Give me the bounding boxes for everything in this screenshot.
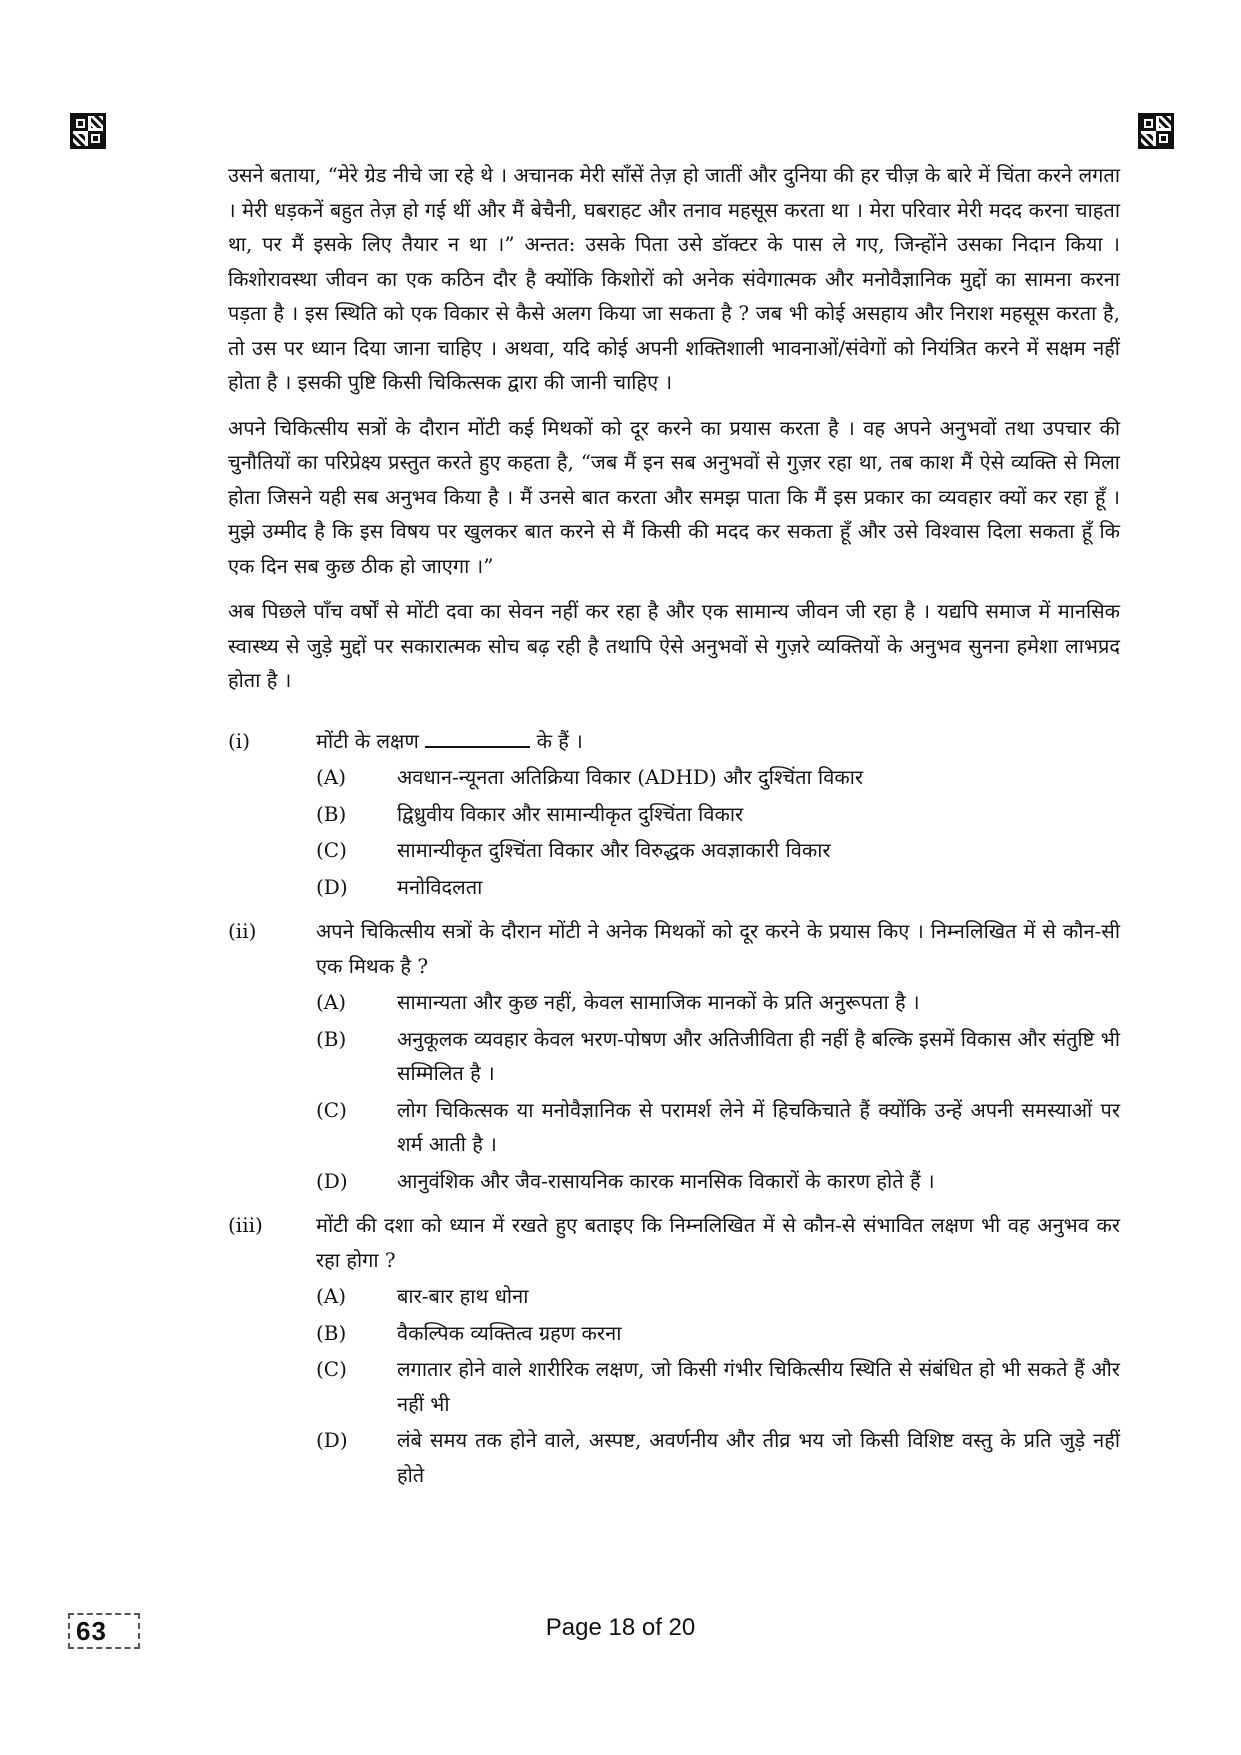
question-number: (iii) <box>228 1213 263 1237</box>
paper-code: 63 <box>68 1613 140 1649</box>
option-text: सामान्यता और कुछ नहीं, केवल सामाजिक मानकों के प्रति अनुरूपता है । <box>397 990 920 1014</box>
option-text: लंबे समय तक होने वाले, अस्पष्ट, अवर्णनीय और तीव्र भय जो किसी विशिष्ट वस्तु के प्रति जुड़े नहीं होते <box>397 1428 1120 1487</box>
option-letter: (C) <box>316 838 347 862</box>
option-text: सामान्यीकृत दुश्चिंता विकार और विरुद्धक अवज्ञाकारी विकार <box>397 838 831 862</box>
option-letter: (A) <box>316 765 347 789</box>
qr-code-icon <box>1138 113 1174 149</box>
passage-paragraph-2: अपने चिकित्सीय सत्रों के दौरान मोंटी कई मिथकों को दूर करने का प्रयास करता है । वह अपने अनुभवों तथा उपचार की चुनौतियों का परिप्रेक्ष्य प्रस्तुत करते हुए कहता है, “जब मैं इन सब अनुभवों से गुज़र रहा था, तब काश मैं ऐसे व्यक्ति से मिला होता जिसने यही सब अनुभव किया है । मैं उनसे बात करता और समझ पाता कि मैं इस प्रकार का व्यवहार क्यों कर रहा हूँ । मुझे उम्मीद है कि इस विषय पर खुलकर बात करने से मैं किसी की मदद कर सकता हूँ और उसे विश्वास दिला सकता हूँ कि एक दिन सब कुछ ठीक हो जाएगा ।” <box>228 415 1120 578</box>
option-b <box>316 1022 1120 1091</box>
option-letter: (D) <box>316 1428 348 1452</box>
page-number: Page 18 of 20 <box>545 1614 696 1641</box>
option-c <box>316 1093 1120 1162</box>
option-text: अनुकूलक व्यवहार केवल भरण-पोषण और अतिजीविता ही नहीं है बल्कि इसमें विकास और संतुष्टि भी सम्मिलित है । <box>397 1026 1120 1085</box>
option-text: वैकल्पिक व्यक्तित्व ग्रहण करना <box>397 1320 622 1345</box>
qr-code-icon <box>70 113 106 149</box>
stem-text-before: मोंटी के लक्षण <box>316 728 419 753</box>
option-text: द्विध्रुवीय विकार और सामान्यीकृत दुश्चिंता विकार <box>397 801 744 826</box>
option-b <box>316 1316 1120 1351</box>
option-c <box>316 833 1120 868</box>
page-content <box>228 158 1120 1502</box>
option-text: लोग चिकित्सक या मनोवैज्ञानिक से परामर्श लेने में हिचकिचाते हैं क्योंकि उन्हें अपनी समस्याओं पर शर्म आती है । <box>397 1097 1120 1156</box>
option-letter: (A) <box>316 1284 347 1308</box>
question-stem <box>316 724 1120 759</box>
option-letter: (C) <box>316 1357 347 1381</box>
option-text: मनोविदलता <box>397 874 483 899</box>
fill-in-blank <box>425 724 530 748</box>
option-letter: (B) <box>316 801 347 826</box>
option-d <box>316 870 1120 905</box>
option-letter: (D) <box>316 1168 348 1193</box>
question-2 <box>228 914 1120 1198</box>
option-letter: (A) <box>316 990 347 1014</box>
passage-paragraph-3: अब पिछले पाँच वर्षों से मोंटी दवा का सेवन नहीं कर रहा है और एक सामान्य जीवन जी रहा है । यद्यपि समाज में मानसिक स्वास्थ्य से जुड़े मुद्दों पर सकारात्मक सोच बढ़ रही है तथापि ऐसे अनुभवों से गुज़रे व्यक्तियों के अनुभव सुनना हमेशा लाभप्रद होता है । <box>228 599 1120 692</box>
option-letter: (B) <box>316 1026 347 1051</box>
stem-text-after: के हैं । <box>536 728 583 753</box>
option-letter: (D) <box>316 874 348 899</box>
questions-list <box>228 724 1120 1493</box>
question-stem: अपने चिकित्सीय सत्रों के दौरान मोंटी ने अनेक मिथकों को दूर करने के प्रयास किए । निम्नलिखित में से कौन-सी एक मिथक है ? <box>316 919 1120 978</box>
question-number: (i) <box>228 728 251 753</box>
option-b <box>316 797 1120 832</box>
option-a <box>316 1279 1120 1314</box>
question-3 <box>228 1208 1120 1492</box>
passage-paragraph-1: उसने बताया, “मेरे ग्रेड नीचे जा रहे थे । अचानक मेरी साँसें तेज़ हो जातीं और दुनिया की हर चीज़ के बारे में चिंता करने लगता । मेरी धड़कनें बहुत तेज़ हो गई थीं और मैं बेचैनी, घबराहट और तनाव महसूस करता था । मेरा परिवार मेरी मदद करना चाहता था, पर मैं इसके लिए तैयार न था ।” अन्तत: उसके पिता उसे डॉक्टर के पास ले गए, जिन्होंने उसका निदान किया । किशोरावस्था जीवन का एक कठिन दौर है क्योंकि किशोरों को अनेक संवेगात्मक और मनोवैज्ञानिक मुद्दों का सामना करना पड़ता है । इस स्थिति को एक विकार से कैसे अलग किया जा सकता है ? जब भी कोई असहाय और निराश महसूस करता है, तो उस पर ध्यान दिया जाना चाहिए । अथवा, यदि कोई अपनी शक्तिशाली भावनाओं/संवेगों को नियंत्रित करने में सक्षम नहीं होता है । इसकी पुष्टि किसी चिकित्सक द्वारा की जानी चाहिए । <box>228 163 1120 394</box>
option-text: बार-बार हाथ धोना <box>397 1284 529 1308</box>
option-a <box>316 985 1120 1020</box>
option-a <box>316 760 1120 795</box>
option-letter: (B) <box>316 1320 347 1345</box>
question-stem: मोंटी की दशा को ध्यान में रखते हुए बताइए कि निम्नलिखित में से कौन-से संभावित लक्षण भी वह अनुभव कर रहा होगा ? <box>316 1213 1120 1272</box>
option-d <box>316 1423 1120 1492</box>
option-d <box>316 1164 1120 1199</box>
option-c <box>316 1352 1120 1421</box>
option-text: अवधान-न्यूनता अतिक्रिया विकार (ADHD) और दुश्चिंता विकार <box>397 765 864 789</box>
option-letter: (C) <box>316 1097 347 1122</box>
option-text: आनुवंशिक और जैव-रासायनिक कारक मानसिक विकारों के कारण होते हैं । <box>397 1168 935 1193</box>
question-1 <box>228 724 1120 905</box>
question-number: (ii) <box>228 919 257 943</box>
option-text: लगातार होने वाले शारीरिक लक्षण, जो किसी गंभीर चिकित्सीय स्थिति से संबंधित हो भी सकते हैं और नहीं भी <box>397 1357 1120 1416</box>
